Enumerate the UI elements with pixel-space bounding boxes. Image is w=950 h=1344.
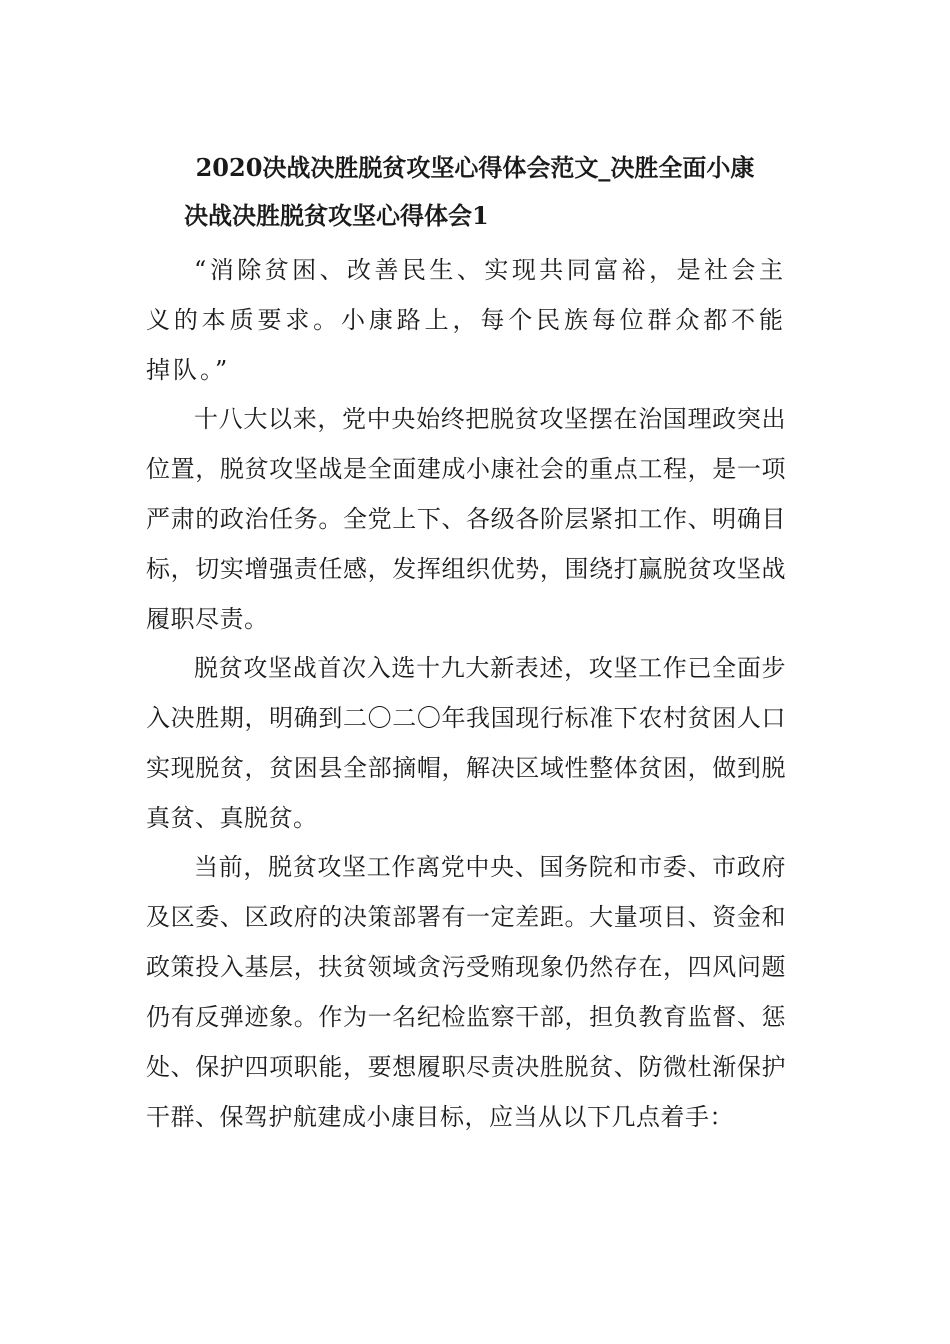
- document-title: 2020决战决胜脱贫攻坚心得体会范文_决胜全面小康: [195, 153, 755, 182]
- section-heading: 决战决胜脱贫攻坚心得体会1: [184, 201, 489, 230]
- paragraph-2: 十八大以来，党中央始终把脱贫攻坚摆在治国理政突出位置，脱贫攻坚战是全面建成小康社会的重点工程，是一项严肃的政治任务。全党上下、各级各阶层紧扣工作、明确目标，切实增强责任感，发挥组织优势，围绕打赢脱贫攻坚战履职尽责。: [146, 405, 786, 633]
- paragraph-3: 脱贫攻坚战首次入选十九大新表述，攻坚工作已全面步入决胜期，明确到二〇二〇年我国现行标准下农村贫困人口实现脱贫，贫困县全部摘帽，解决区域性整体贫困，做到脱真贫、真脱贫。: [146, 654, 786, 832]
- paragraph-4: 当前，脱贫攻坚工作离党中央、国务院和市委、市政府及区委、区政府的决策部署有一定差距。大量项目、资金和政策投入基层，扶贫领域贪污受贿现象仍然存在，四风问题仍有反弹迹象。作为一名纪检监察干部，担负教育监督、惩处、保护四项职能，要想履职尽责决胜脱贫、防微杜渐保护干群、保驾护航建成小康目标，应当从以下几点着手：: [146, 853, 786, 1131]
- paragraph-quote: “消除贫困、改善民生、实现共同富裕，是社会主义的本质要求。小康路上，每个民族每位群众都不能掉队。”: [146, 256, 786, 384]
